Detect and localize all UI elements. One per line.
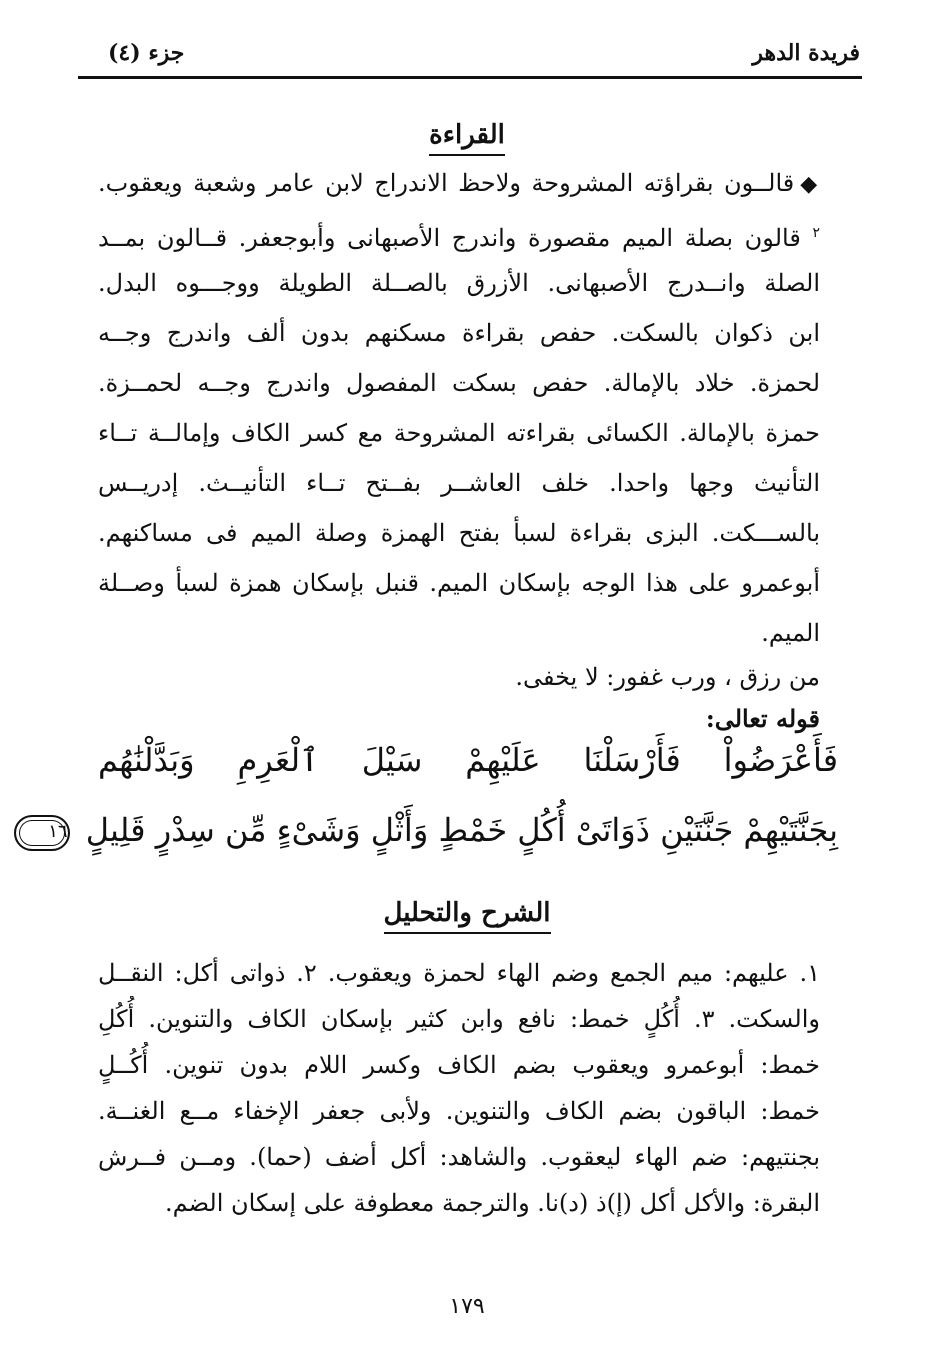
header-divider [78,76,862,79]
analysis-line: ١. عليهم: ميم الجمع وضم الهاء لحمزة ويعقوب. ٢. ذواتى أكل: النقــل [98,959,820,987]
readings-line: $^٢$ قالون بصلة الميم مقصورة واندرج الأصبهانى وأبوجعفر. قــالون بمــد [98,224,820,252]
part-label: جزء (٤) [108,40,185,66]
page-number: ١٧٩ [449,1294,485,1319]
analysis-line: خمط: الباقون بضم الكاف والتنوين. ولأبى جعفر الإخفاء مــع الغنــة. [98,1097,820,1125]
analysis-line: والسكت. ٣. أُكُلٍ خمط: نافع وابن كثير بإسكان الكاف والتنوين. أُكُلِ [98,1005,820,1033]
verse-line-2: بِجَنَّتَيْهِمْ جَنَّتَيْنِ ذَوَاتَىْ أُكُلٍ خَمْطٍ وَأَثْلٍ وَشَىْءٍ مِّن سِدْرٍ قَلِيلٍ ١٦ [98,800,838,860]
analysis-line: البقرة: والأكل أكل (إ)ذ (د)نا. والترجمة معطوفة على إسكان الضم. [165,1189,820,1217]
readings-line: أبوعمرو على هذا الوجه بإسكان الميم. قنبل بإسكان همزة لسبأ وصــلة [98,569,820,597]
readings-line: الصلة وانــدرج الأصبهانى. الأزرق بالصــلة الطويلة ووجـــوه البدل. [98,269,820,297]
ayah-number-icon: ١٦ [14,815,70,851]
readings-heading: القراءة [0,120,934,150]
running-header [80,38,860,72]
analysis-line: بجنتيهم: ضم الهاء ليعقوب. والشاهد: أكل أضف (حما). ومــن فــرش [98,1143,820,1171]
readings-line: ◆قالــون بقراؤته المشروحة ولاحظ الاندراج لابن عامر وشعبة ويعقوب. [98,169,820,197]
readings-extra-line: من رزق ، ورب غفور: لا يخفى. [515,663,820,691]
readings-line: الميم. [761,619,820,647]
book-title: فريدة الدهر [752,40,860,66]
analysis-heading: الشرح والتحليل [0,898,934,928]
readings-line: التأنيث وجها واحدا. خلف العاشــر بفــتح تــاء التأنيــث. إدريــس [98,469,820,497]
verse-intro: قوله تعالى: [705,704,820,733]
readings-line: حمزة بالإمالة. الكسائى بقراءته المشروحة مع كسر الكاف وإمالــة تــاء [98,419,820,447]
readings-line: ابن ذكوان بالسكت. حفص بقراءة مسكنهم بدون ألف واندرج وجــه [98,319,820,347]
verse-line-1: فَأَعْرَضُواْ فَأَرْسَلْنَا عَلَيْهِمْ سَيْلَ ٱلْعَرِمِ وَبَدَّلْنَٰهُم [98,741,838,779]
readings-line: لحمزة. خلاد بالإمالة. حفص بسكت المفصول واندرج وجــه لحمــزة. [98,369,820,397]
readings-line: بالســـكت. البزى بقراءة لسبأ بفتح الهمزة وصلة الميم فى مساكنهم. [98,519,820,547]
analysis-line: خمط: أبوعمرو ويعقوب بضم الكاف وكسر اللام بدون تنوين. أُكُــلٍ [98,1051,820,1079]
diamond-bullet-icon: ◆ [800,172,820,197]
footnote-ref: ٢ [812,225,820,241]
